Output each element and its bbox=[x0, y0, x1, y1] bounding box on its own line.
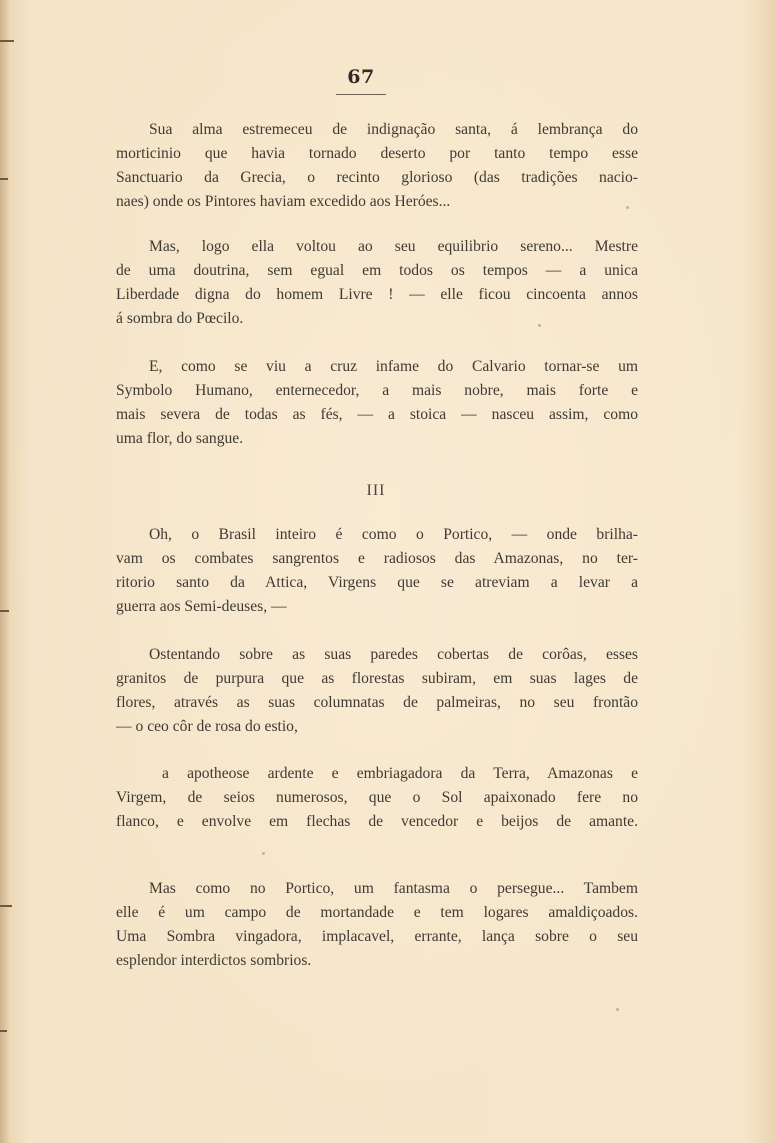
paper-speck bbox=[538, 324, 541, 327]
text-line: Uma Sombra vingadora, implacavel, errante, lança sobre o seu bbox=[116, 928, 638, 945]
paragraph bbox=[116, 762, 638, 834]
page-number-rule bbox=[336, 94, 386, 95]
text-line: á sombra do Pœcilo. bbox=[116, 310, 244, 327]
text-line: Symbolo Humano, enternecedor, a mais nobre, mais forte e bbox=[116, 382, 638, 399]
text-line: Mas como no Portico, um fantasma o persegue... Tambem bbox=[149, 880, 638, 897]
text-line: Liberdade digna do homem Livre ! — elle ficou cincoenta annos bbox=[116, 286, 638, 303]
paper-speck bbox=[262, 852, 265, 855]
text-line: granitos de purpura que as florestas subiram, em suas lages de bbox=[116, 670, 638, 687]
paragraph bbox=[116, 235, 638, 331]
text-line: morticinio que havia tornado deserto por tanto tempo esse bbox=[116, 145, 638, 162]
section-heading: III bbox=[366, 482, 386, 499]
page-edge-mark bbox=[0, 40, 14, 42]
text-line: E, como se viu a cruz infame do Calvario tornar-se um bbox=[149, 358, 638, 375]
paragraph bbox=[116, 355, 638, 451]
text-line: Virgem, de seios numerosos, que o Sol apaixonado fere no bbox=[116, 789, 638, 806]
text-line: Oh, o Brasil inteiro é como o Portico, — onde brilha- bbox=[149, 526, 638, 543]
text-line: naes) onde os Pintores haviam excedido aos Heróes... bbox=[116, 193, 451, 210]
paper-speck bbox=[626, 206, 629, 209]
text-line: Sua alma estremeceu de indignação santa, á lembrança do bbox=[149, 121, 638, 138]
text-line: elle é um campo de mortandade e tem logares amaldiçoados. bbox=[116, 904, 638, 921]
page-edge-mark bbox=[0, 178, 8, 180]
text-line: mais severa de todas as fés, — a stoica — nasceu assim, como bbox=[116, 406, 638, 423]
text-line: flores, através as suas columnatas de palmeiras, no seu frontão bbox=[116, 694, 638, 711]
paragraph bbox=[116, 523, 638, 619]
text-line: vam os combates sangrentos e radiosos das Amazonas, no ter- bbox=[116, 550, 638, 567]
text-line: Mas, logo ella voltou ao seu equilibrio sereno... Mestre bbox=[149, 238, 638, 255]
page-edge-mark bbox=[0, 1030, 7, 1032]
text-line: Sanctuario da Grecia, o recinto glorioso (das tradições nacio- bbox=[116, 169, 638, 186]
paper-speck bbox=[616, 1008, 619, 1011]
text-line: a apotheose ardente e embriagadora da Terra, Amazonas e bbox=[162, 765, 638, 782]
page-edge-mark bbox=[0, 610, 9, 612]
text-line: de uma doutrina, sem egual em todos os tempos — a unica bbox=[116, 262, 638, 279]
page-edge-mark bbox=[0, 905, 12, 907]
text-line: esplendor interdictos sombrios. bbox=[116, 952, 312, 969]
paragraph bbox=[116, 118, 638, 214]
paragraph bbox=[116, 643, 638, 739]
text-line: guerra aos Semi-deuses, — bbox=[116, 598, 287, 615]
text-line: — o ceo côr de rosa do estio, bbox=[116, 718, 298, 735]
text-line: ritorio santo da Attica, Virgens que se atreviam a levar a bbox=[116, 574, 638, 591]
page-number: 67 bbox=[347, 66, 375, 88]
text-line: Ostentando sobre as suas paredes cobertas de corôas, esses bbox=[149, 646, 638, 663]
paragraph bbox=[116, 877, 638, 973]
page-edge-shadow bbox=[0, 0, 10, 1143]
text-line: uma flor, do sangue. bbox=[116, 430, 244, 447]
text-line: flanco, e envolve em flechas de vencedor e beijos de amante. bbox=[116, 813, 638, 830]
